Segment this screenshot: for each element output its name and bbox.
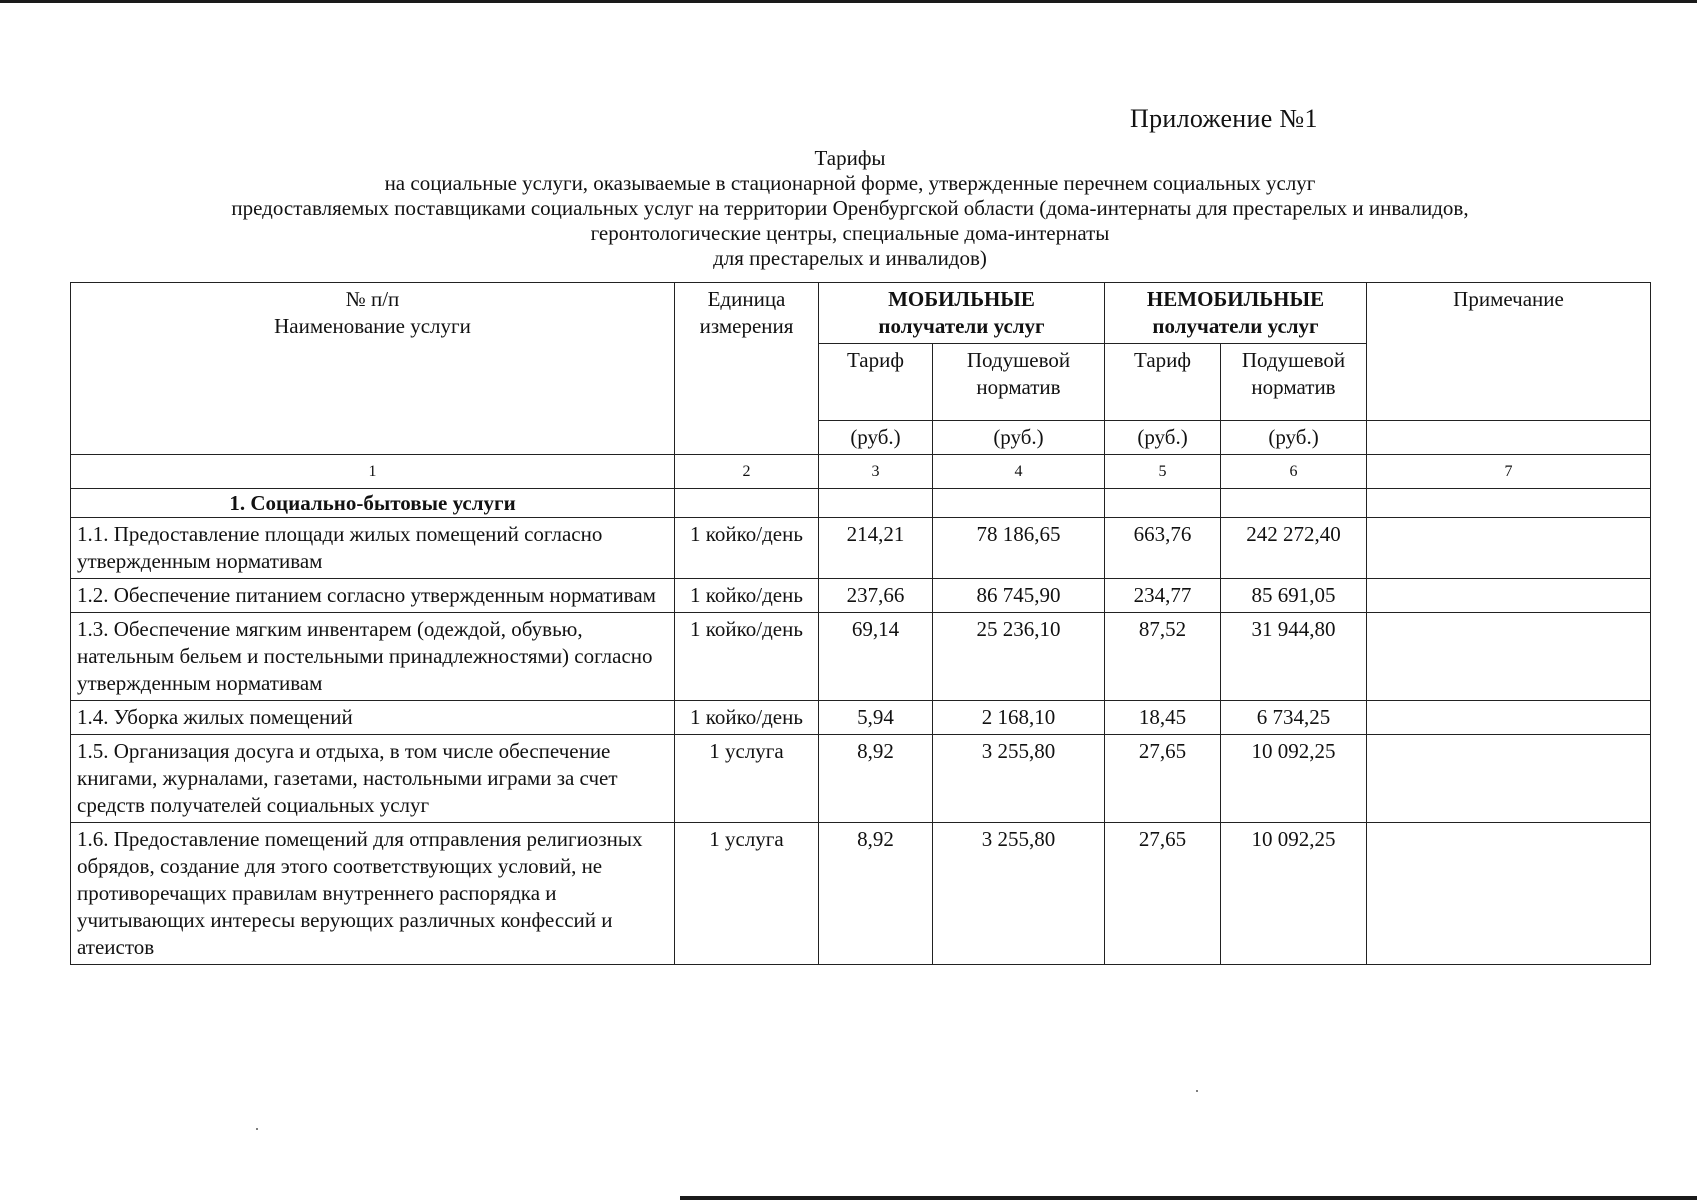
column-number-row (71, 455, 1651, 489)
column-number: 7 (1367, 455, 1651, 489)
column-number: 4 (933, 455, 1105, 489)
header-mobile-group (819, 283, 1105, 344)
service-unit: 1 койко/день (675, 613, 819, 701)
header-name-cell (71, 283, 675, 455)
header-rub-6: (руб.) (1221, 421, 1367, 455)
scan-bottom-edge (680, 1196, 1697, 1200)
service-name: 1.3. Обеспечение мягким инвентарем (одеждой, обувью, нательным бельем и постельными принадлежностями) согласно утвержденным нормативам (71, 613, 675, 701)
service-note (1367, 518, 1651, 579)
service-unit: 1 услуга (675, 823, 819, 965)
mobile-tariff: 8,92 (819, 823, 933, 965)
header-mobile-subtitle: получатели услуг (878, 314, 1045, 338)
service-name: 1.4. Уборка жилых помещений (71, 701, 675, 735)
mobile-tariff: 5,94 (819, 701, 933, 735)
mobile-per-capita: 25 236,10 (933, 613, 1105, 701)
service-name: 1.6. Предоставление помещений для отправления религиозных обрядов, создание для этого соответствующих условий, не противоречащих правилам внутреннего распорядка и учитывающих интересы верующих различных конфессий и атеистов (71, 823, 675, 965)
mobile-tariff: 69,14 (819, 613, 933, 701)
immobile-per-capita: 10 092,25 (1221, 735, 1367, 823)
service-note (1367, 613, 1651, 701)
section-title: 1. Социально-бытовые услуги (71, 489, 675, 518)
table-row (71, 701, 1651, 735)
header-rub-4: (руб.) (933, 421, 1105, 455)
column-number: 6 (1221, 455, 1367, 489)
header-mobile-tariff: Тариф (819, 344, 933, 421)
document-heading (80, 146, 1620, 271)
service-note (1367, 701, 1651, 735)
service-name: 1.2. Обеспечение питанием согласно утвержденным нормативам (71, 579, 675, 613)
service-unit: 1 услуга (675, 735, 819, 823)
service-unit: 1 койко/день (675, 579, 819, 613)
mobile-per-capita: 78 186,65 (933, 518, 1105, 579)
header-immobile-per-capita: Подушевой норматив (1221, 344, 1367, 421)
header-immobile-group (1105, 283, 1367, 344)
column-number: 2 (675, 455, 819, 489)
scan-speck (256, 1128, 258, 1130)
header-immobile-subtitle: получатели услуг (1152, 314, 1319, 338)
immobile-tariff: 663,76 (1105, 518, 1221, 579)
appendix-label: Приложение №1 (1130, 104, 1318, 133)
service-name: 1.5. Организация досуга и отдыха, в том числе обеспечение книгами, журналами, газетами, настольными играми за счет средств получателей социальных услуг (71, 735, 675, 823)
table-row (71, 823, 1651, 965)
service-unit: 1 койко/день (675, 518, 819, 579)
empty-cell (1367, 489, 1651, 518)
mobile-per-capita: 2 168,10 (933, 701, 1105, 735)
immobile-per-capita: 10 092,25 (1221, 823, 1367, 965)
immobile-per-capita: 242 272,40 (1221, 518, 1367, 579)
empty-cell (1221, 489, 1367, 518)
service-note (1367, 823, 1651, 965)
mobile-per-capita: 3 255,80 (933, 735, 1105, 823)
header-note-empty (1367, 421, 1651, 455)
mobile-per-capita: 3 255,80 (933, 823, 1105, 965)
immobile-tariff: 18,45 (1105, 701, 1221, 735)
header-rub-5: (руб.) (1105, 421, 1221, 455)
immobile-tariff: 27,65 (1105, 735, 1221, 823)
empty-cell (675, 489, 819, 518)
immobile-tariff: 87,52 (1105, 613, 1221, 701)
service-note (1367, 579, 1651, 613)
mobile-per-capita: 86 745,90 (933, 579, 1105, 613)
header-row-top (71, 283, 1651, 344)
service-note (1367, 735, 1651, 823)
column-number: 1 (71, 455, 675, 489)
heading-title: Тарифы (814, 146, 886, 170)
column-number: 3 (819, 455, 933, 489)
table-row (71, 613, 1651, 701)
table-row (71, 735, 1651, 823)
immobile-tariff: 27,65 (1105, 823, 1221, 965)
service-unit: 1 койко/день (675, 701, 819, 735)
mobile-tariff: 237,66 (819, 579, 933, 613)
mobile-tariff: 214,21 (819, 518, 933, 579)
header-name-label: Наименование услуги (274, 314, 471, 338)
header-unit-cell: Единица измерения (675, 283, 819, 455)
column-number: 5 (1105, 455, 1221, 489)
immobile-per-capita: 6 734,25 (1221, 701, 1367, 735)
header-note-cell: Примечание (1367, 283, 1651, 421)
empty-cell (933, 489, 1105, 518)
service-name: 1.1. Предоставление площади жилых помещений согласно утвержденным нормативам (71, 518, 675, 579)
table-row (71, 579, 1651, 613)
header-immobile-title: НЕМОБИЛЬНЫЕ (1146, 287, 1325, 311)
table-row (71, 518, 1651, 579)
tariffs-table (70, 282, 1651, 965)
heading-line-1: на социальные услуги, оказываемые в стационарной форме, утвержденные перечнем социальных услуг (384, 171, 1316, 195)
header-rub-3: (руб.) (819, 421, 933, 455)
header-mobile-title: МОБИЛЬНЫЕ (888, 287, 1035, 311)
heading-line-3: геронтологические центры, специальные дома-интернаты (590, 221, 1110, 245)
immobile-tariff: 234,77 (1105, 579, 1221, 613)
heading-line-2: предоставляемых поставщиками социальных услуг на территории Оренбургской области (дома-интернаты для престарелых и инвалидов, (231, 196, 1469, 220)
header-number-label: № п/п (345, 287, 400, 311)
immobile-per-capita: 31 944,80 (1221, 613, 1367, 701)
empty-cell (1105, 489, 1221, 518)
heading-line-4: для престарелых и инвалидов) (713, 246, 987, 270)
empty-cell (819, 489, 933, 518)
header-mobile-per-capita: Подушевой норматив (933, 344, 1105, 421)
scan-speck (1196, 1090, 1198, 1092)
header-immobile-tariff: Тариф (1105, 344, 1221, 421)
section-row (71, 489, 1651, 518)
mobile-tariff: 8,92 (819, 735, 933, 823)
immobile-per-capita: 85 691,05 (1221, 579, 1367, 613)
scan-top-edge (0, 0, 1697, 3)
